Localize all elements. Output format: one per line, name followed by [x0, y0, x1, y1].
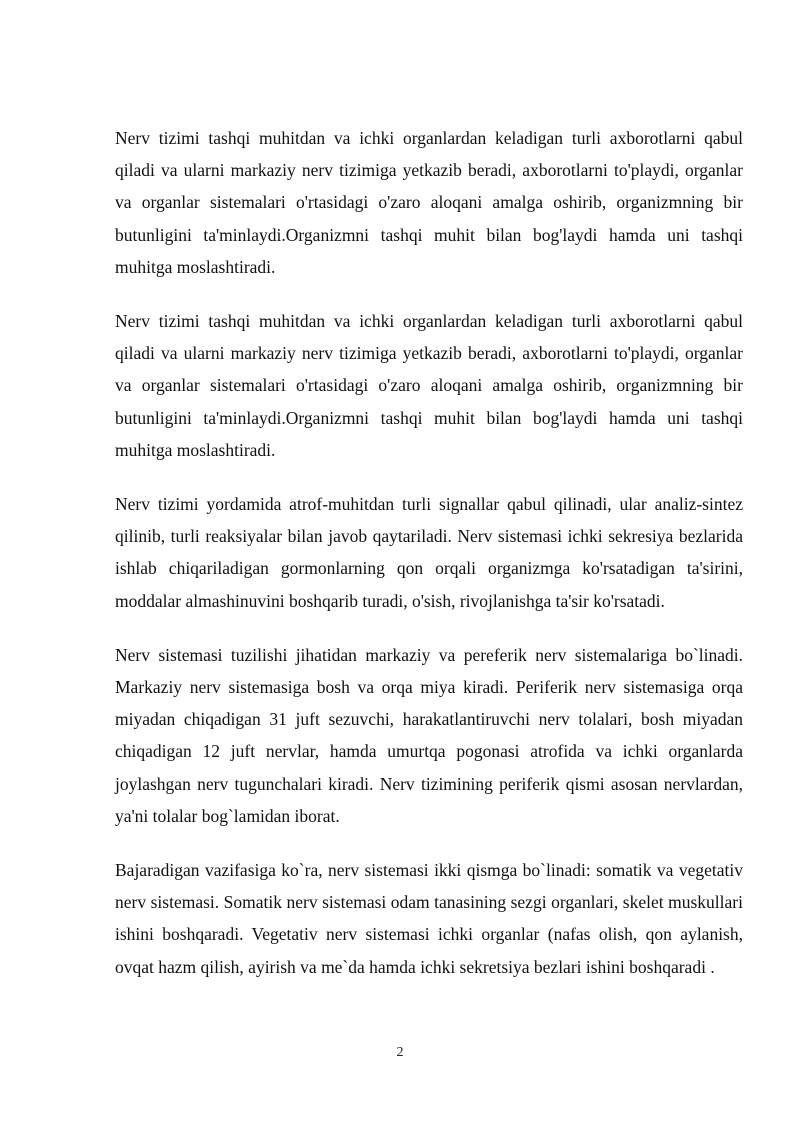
paragraph-2: Nerv tizimi tashqi muhitdan va ichki organlardan keladigan turli axborotlarni qabul qiladi va ularni markaziy nerv tizimiga yetkazib beradi, axborotlarni to'playdi, organlar va organlar sistemalari o'rtasidagi o'zaro aloqani amalga oshirib, organizmning bir butunligini ta'minlaydi.Organizmni tashqi muhit bilan bog'laydi hamda uni tashqi muhitga moslashtiradi. — [115, 311, 743, 460]
paragraph-5: Bajaradigan vazifasiga ko`ra, nerv sistemasi ikki qismga bo`linadi: somatik va vegetativ nerv sistemasi. Somatik nerv sistemasi odam tanasining sezgi organlari, skelet muskullari ishini boshqaradi. Vegetativ nerv sistemasi ichki organlar (nafas olish, qon aylanish, ovqat hazm qilish, ayirish va me`da hamda ichki sekretsiya bezlari ishini boshqaradi . — [115, 860, 743, 977]
page-number: 2 — [396, 1045, 404, 1060]
paragraph-3: Nerv tizimi yordamida atrof-muhitdan turli signallar qabul qilinadi, ular analiz-sintez qilinib, turli reaksiyalar bilan javob qaytariladi. Nerv sistemasi ichki sekresiya bezlarida ishlab chiqariladigan gormonlarning qon orqali organizmga ko'rsatadigan ta'sirini, moddalar almashinuvini boshqarib turadi, o'sish, rivojlanishga ta'sir ko'rsatadi. — [115, 494, 743, 611]
paragraph-4: Nerv sistemasi tuzilishi jihatidan markaziy va pereferik nerv sistemalariga bo`linadi. Markaziy nerv sistemasiga bosh va orqa miya kiradi. Periferik nerv sistemasiga orqa miyadan chiqadigan 31 juft sezuvchi, harakatlantiruvchi nerv tolalari, bosh miyadan chiqadigan 12 juft nervlar, hamda umurtqa pogonasi atrofida va ichki organlarda joylashgan nerv tugunchalari kiradi. Nerv tizimining periferik qismi asosan nervlardan, ya'ni tolalar bog`lamidan iborat. — [115, 644, 743, 826]
body-text — [115, 122, 743, 1005]
paragraph-1: Nerv tizimi tashqi muhitdan va ichki organlardan keladigan turli axborotlarni qabul qiladi va ularni markaziy nerv tizimiga yetkazib beradi, axborotlarni to'playdi, organlar va organlar sistemalari o'rtasidagi o'zaro aloqani amalga oshirib, organizmning bir butunligini ta'minlaydi.Organizmni tashqi muhit bilan bog'laydi hamda uni tashqi muhitga moslashtiradi. — [115, 128, 743, 277]
